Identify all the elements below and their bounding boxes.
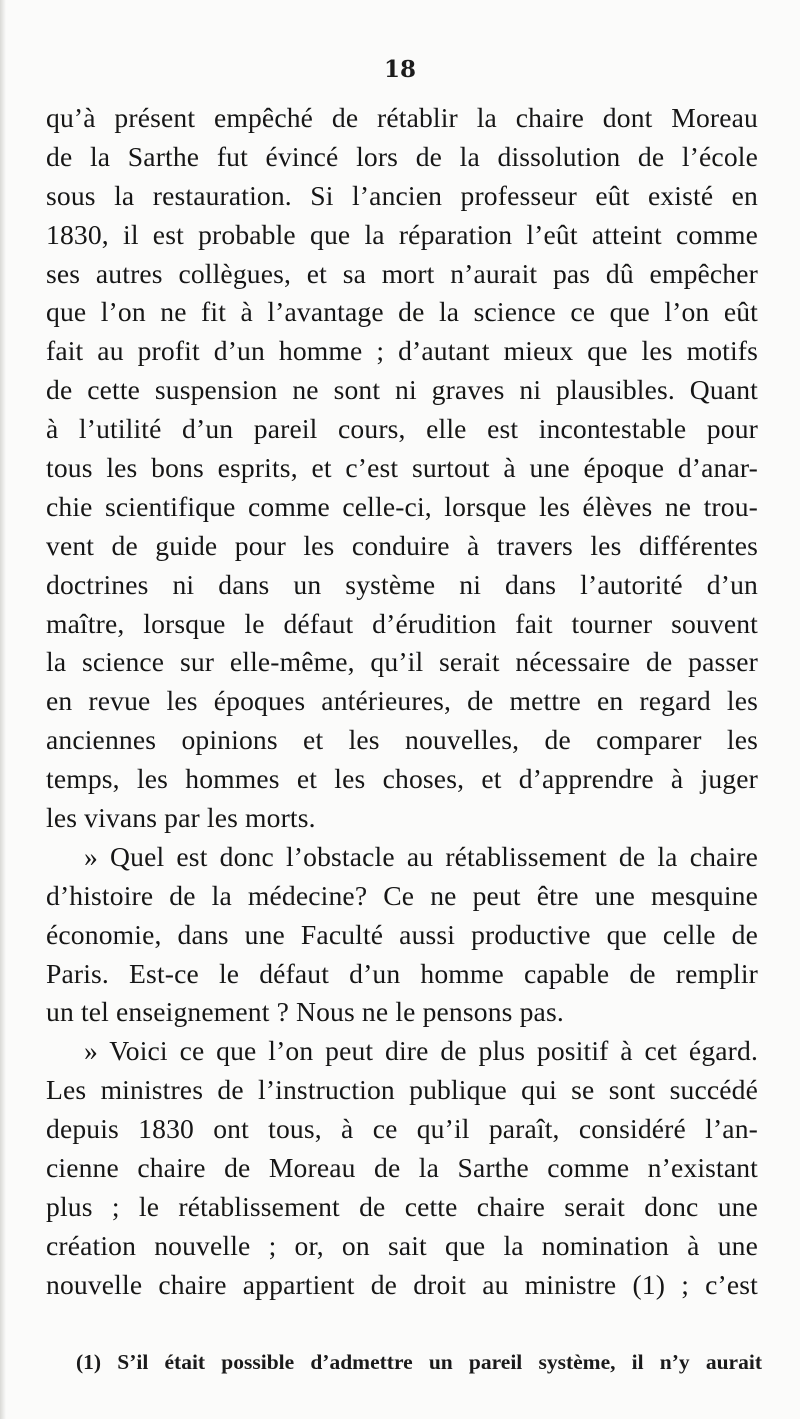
- text-line-6: que l’on ne fit à l’avantage de la science ce que l’on eût: [46, 296, 758, 328]
- text-line-31: nouvelle chaire appartient de droit au ministre (1) ; c’est: [46, 1268, 758, 1300]
- text-line-8: de cette suspension ne sont ni graves ni plausibles. Quant: [46, 374, 758, 406]
- text-line-30: création nouvelle ; or, on sait que la nomination à une: [46, 1229, 758, 1261]
- page-edge-shadow: [0, 0, 6, 1419]
- text-line-4: 1830, il est probable que la réparation l’eût atteint comme: [46, 218, 758, 250]
- text-line-27: depuis 1830 ont tous, à ce qu’il paraît, considéré l’an-: [46, 1113, 758, 1145]
- text-line-24: un tel enseignement ? Nous ne le pensons pas.: [46, 996, 564, 1028]
- text-line-23: Paris. Est-ce le défaut d’un homme capable de remplir: [46, 957, 758, 989]
- text-line-20: » Quel est donc l’obstacle au rétablissement de la chaire: [84, 840, 758, 872]
- text-line-25: » Voici ce que l’on peut dire de plus positif à cet égard.: [84, 1035, 758, 1067]
- text-line-7: fait au profit d’un homme ; d’autant mieux que les motifs: [46, 335, 758, 367]
- text-line-18: temps, les hommes et les choses, et d’apprendre à juger: [46, 763, 758, 795]
- text-line-28: cienne chaire de Moreau de la Sarthe comme n’existant: [46, 1152, 758, 1184]
- text-line-9: à l’utilité d’un pareil cours, elle est incontestable pour: [46, 413, 758, 445]
- text-line-10: tous les bons esprits, et c’est surtout à une époque d’anar-: [46, 452, 758, 484]
- text-line-17: anciennes opinions et les nouvelles, de comparer les: [46, 724, 758, 756]
- text-line-19: les vivans par les morts.: [46, 802, 316, 834]
- text-line-2: de la Sarthe fut évincé lors de la dissolution de l’école: [46, 140, 758, 172]
- footnote: (1) S’il était possible d’admettre un pareil système, il n’y aurait: [76, 1350, 762, 1374]
- text-line-26: Les ministres de l’instruction publique qui se sont succédé: [46, 1074, 758, 1106]
- text-line-14: maître, lorsque le défaut d’érudition fait tourner souvent: [46, 607, 758, 639]
- text-line-5: ses autres collègues, et sa mort n’aurait pas dû empêcher: [46, 257, 758, 289]
- text-line-11: chie scientifique comme celle-ci, lorsque les élèves ne trou-: [46, 490, 758, 522]
- text-line-29: plus ; le rétablissement de cette chaire serait donc une: [46, 1190, 758, 1222]
- text-line-1: qu’à présent empêché de rétablir la chaire dont Moreau: [46, 102, 758, 133]
- text-line-12: vent de guide pour les conduire à travers les différentes: [46, 529, 758, 561]
- page-number: 18: [383, 56, 416, 83]
- text-line-15: la science sur elle-même, qu’il serait nécessaire de passer: [46, 646, 758, 678]
- text-line-21: d’histoire de la médecine? Ce ne peut être une mesquine: [46, 879, 758, 911]
- text-line-13: doctrines ni dans un système ni dans l’autorité d’un: [46, 568, 758, 600]
- text-line-22: économie, dans une Faculté aussi productive que celle de: [46, 918, 758, 950]
- body-text: [46, 99, 758, 1305]
- text-line-3: sous la restauration. Si l’ancien professeur eût existé en: [46, 179, 758, 211]
- text-line-16: en revue les époques antérieures, de mettre en regard les: [46, 685, 758, 717]
